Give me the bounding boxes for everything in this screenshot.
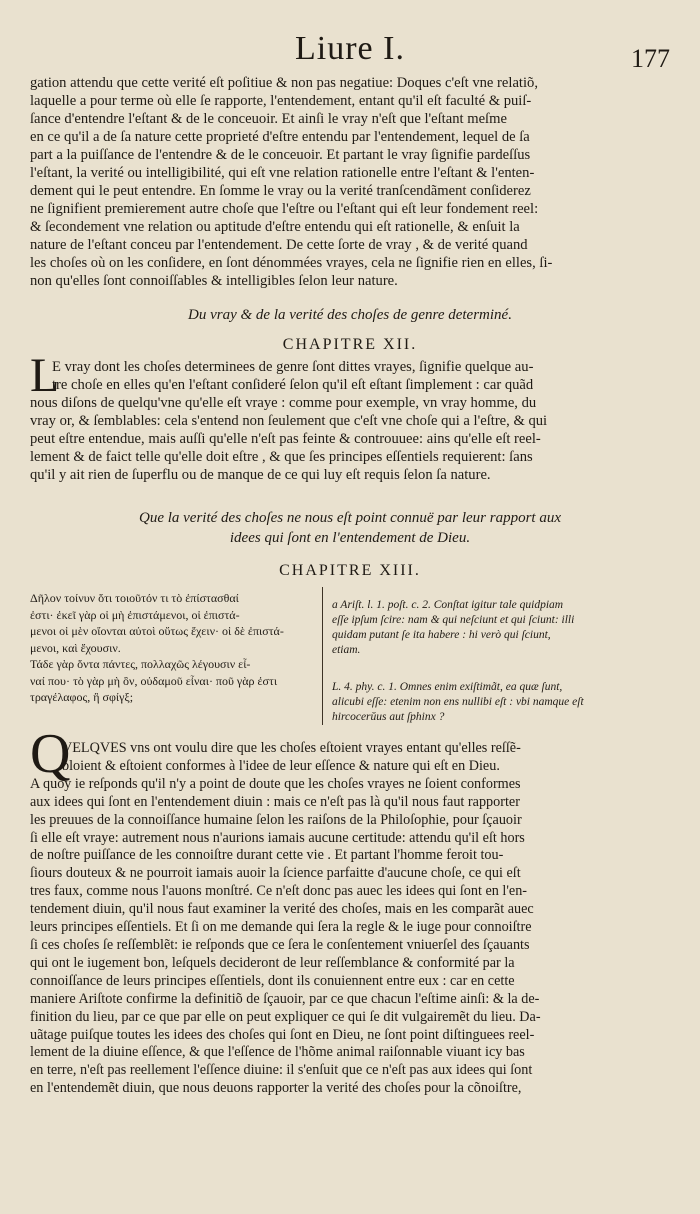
- text-line: Τάδε γὰρ ὄντα πάντες, πολλαχῶς λέγουσιν εἶ-: [30, 657, 251, 671]
- text-line: ſiours douteux & ne pourroit iamais auoir la ſcience parfaitte d'aucune choſe, ce qui eſt: [30, 865, 521, 882]
- intro-paragraph: [30, 74, 620, 290]
- section-title-13-line1: Que la verité des choſes ne nous eſt point connuë par leur rapport aux: [138, 510, 561, 526]
- text-line: tre choſe en elles qu'en l'eſtant conſideré ſelon qu'il eſt eſtant ſimplement : car quãd: [52, 377, 534, 393]
- text-line: non qu'elles ſont connoiſſables & intelligibles ſelon leur nature.: [30, 273, 398, 289]
- text-line: a Ariſt. l. 1. poſt. c. 2. Conſtat igitur tale quidpiam: [332, 599, 564, 611]
- text-line: aux idees qui ſont en l'entendement diuin : mais ce n'eſt pas là qu'il nous faut rapporter: [30, 793, 520, 810]
- text-line: μενοι οἱ μὲν οἴονται αὐτοὶ οὕτως ἔχειν· οἱ δὲ ἐπιστά-: [30, 624, 284, 638]
- section-title-13-line2: idees qui ſont en l'entendement de Dieu.: [229, 530, 471, 546]
- text-line: ναί που· τὸ γὰρ μὴ ὂν, οὐδαμοῦ εἶναι· ποῦ γὰρ ἐστι: [30, 673, 278, 688]
- text-line: ſance d'entendre l'eſtant & de le conceuoir. Et ainſi le vray n'eſt que l'eſtant meſme: [30, 111, 507, 127]
- text-line: E vray dont les choſes determinees de genre ſont dittes vrayes, ſignifie quelque au-: [52, 359, 534, 375]
- text-line: nature de l'eſtant conceu par l'entendement. De cette ſorte de vray , & de verité quand: [30, 237, 528, 253]
- text-line: en l'entendemẽt diuin, que nous deuons rapporter la verité des choſes pour la cõnoiſtre,: [30, 1080, 522, 1097]
- column-divider: [322, 587, 323, 725]
- text-line: l'eſtant, la verité ou intelligibilité, qui eſt vne relation rationelle entre l'eſtant & l'enten-: [30, 165, 535, 181]
- text-line: uãtage puiſque toutes les idees des choſes qui ſont en Dieu, ne ſont point diſtinguees reel-: [30, 1026, 535, 1043]
- drop-cap-l: L: [30, 349, 60, 402]
- text-line: en ce qu'il a de ſa nature cette proprieté d'eſtre entendu par l'entendement, lequel de ſa: [30, 129, 530, 145]
- section-title-12: Du vray & de la verité des choſes de genre determiné.: [188, 307, 512, 323]
- running-head: Liure I.: [295, 30, 405, 67]
- chapter-heading-12: CHAPITRE XII.: [282, 336, 418, 353]
- text-line: etiam.: [332, 644, 361, 656]
- text-line: les preuues de la connoiſſance humaine ſelon les raiſons de la Philoſophie, pour ſçauoir: [30, 811, 522, 828]
- text-line: lement de la diuine eſſence, & que l'eſſence de l'hõme animal raiſonnable viuant icy bas: [30, 1044, 525, 1061]
- text-line: part a la puiſſance de l'entendre & de le conceuoir. Et partant le vray ſignifie pardeſſus: [30, 147, 531, 163]
- text-line: tres faux, comme nous l'auons monſtré. Ce n'eſt donc pas auec les idees qui ſont en l'en-: [30, 883, 528, 900]
- text-line: τραγέλαφος, ἢ σφίγξ;: [30, 690, 134, 704]
- greek-quotation: [30, 590, 310, 706]
- text-line: les choſes où on les conſidere, en ſont dénommées vrayes, cela ne ſignifie rien en elles, ſi-: [30, 255, 553, 271]
- text-line: VELQVES vns ont voulu dire que les choſes eſtoient vrayes entant qu'elles reſſẽ-: [62, 740, 521, 756]
- chapter-heading-13: CHAPITRE XIII.: [279, 562, 421, 579]
- text-line: maniere Ariſtote confirme la definitiõ de ſçauoir, par ce que chacun l'eſtime ainſi: & la de-: [30, 990, 540, 1007]
- text-line: vray or, & ſemblables: cela s'entend non ſeulement que c'eſt vne choſe qui a l'eſtre, & qui: [30, 413, 548, 429]
- chapter-13-paragraph: [30, 740, 620, 1098]
- text-line: L. 4. phy. c. 1. Omnes enim exiſtimãt, ea quæ ſunt,: [332, 681, 563, 693]
- text-line: ſi ces choſes ſe reſſemblẽt: ie reſponds que ce ſera le conſentement vniuerſel des ſçauants: [30, 936, 530, 953]
- text-line: & ſecondement vne relation ou aptitude d'eſtre entendu qui eſt rationelle, & enſuit la: [30, 219, 520, 235]
- text-line: peut eſtre entendue, mais auſſi qu'elle n'eſt pas feinte & controuuee: ains qu'elle eſt reel-: [30, 431, 541, 447]
- text-line: nous diſons de quelqu'vne qu'elle eſt vraye : comme pour exemple, vn vray homme, du: [30, 395, 537, 411]
- marginal-note-1: [332, 598, 622, 658]
- text-line: finition du lieu, par ce que par elle on peut expliquer ce qui ſe dit vulgairemẽt du lieu. Da-: [30, 1008, 541, 1025]
- text-line: laquelle a pour terme où elle ſe rapporte, l'entendement, entant qu'il eſt faculté & puiſ-: [30, 93, 532, 109]
- text-line: dement qui le peut entendre. En ſomme le vray ou la verité tranſcendãment conſiderez: [30, 183, 531, 199]
- text-line: leurs principes eſſentiels. Et ſi on me demande qui ſera la regle & le iuge pour connoiſtre: [30, 919, 532, 936]
- text-line: gation attendu que cette verité eſt poſitiue & non pas negatiue: Doques c'eſt vne relatiõ,: [30, 75, 538, 91]
- marginal-note-2: [332, 680, 622, 725]
- drop-cap-q: Q: [30, 723, 71, 785]
- text-line: qui ont le iugement bon, leſquels decideront de leur reſſemblance & conformité par la: [30, 954, 515, 971]
- text-line: hircocerŭus aut ſphinx ?: [332, 711, 445, 723]
- text-line: bloient & eſtoient conformes à l'idee de leur eſſence & nature qui eſt en Dieu.: [62, 757, 500, 774]
- chapter-12-paragraph: [30, 358, 620, 484]
- text-line: lement & de faict telle qu'elle doit eſtre , & que ſes principes eſſentiels requierent: ſans: [30, 449, 533, 465]
- text-line: connoiſſance de leurs principes eſſentiels, dont ils conuiennent entre eux : car en cette: [30, 972, 515, 989]
- page-number: 177: [631, 44, 670, 73]
- text-line: en terre, n'eſt pas reellement l'eſſence diuine: il s'enſuit que ce n'eſt pas aux idees qui ſont: [30, 1062, 533, 1079]
- text-line: de noſtre puiſſance de les connoiſtre durant cette vie . Et partant l'homme feroit tou-: [30, 847, 504, 864]
- text-line: ne ſignifient premierement autre choſe que l'eſtre ou l'eſtant qui eſt leur fondement reel:: [30, 201, 539, 217]
- text-line: tendement diuin, qu'il nous faut examiner la verité des choſes, mais en les comparãt auec: [30, 901, 534, 918]
- text-line: Δῆλον τοίνυν ὅτι τοιοῦτόν τι τὸ ἐπίστασθαί: [30, 591, 239, 605]
- text-line: ſi elle eſt vraye: autrement nous n'aurions iamais aucune certitude: attendu qu'il eſt hors: [30, 829, 525, 846]
- text-line: alicubi eſſe: etenim non ens nullibi eſt : vbi namque eſt: [332, 696, 584, 708]
- text-line: μενοι, καὶ ἔχουσιν.: [30, 640, 121, 655]
- text-line: eſſe ipſum ſcire: nam & qui neſciunt et qui ſciunt: illi: [332, 614, 575, 626]
- text-line: A quoy ie reſponds qu'il n'y a point de doute que les choſes vrayes ne ſoient conformes: [30, 775, 521, 792]
- text-line: ἐστι· ἐκεῖ γὰρ οἱ μὴ ἐπιστάμενοι, οἱ ἐπιστά-: [30, 607, 240, 622]
- text-line: quidam putant ſe ita habere : hi verò qui ſciunt,: [332, 629, 551, 641]
- text-line: qu'il y ait rien de ſuperflu ou de manque de ce qui luy eſt requis ſelon ſa nature.: [30, 467, 491, 483]
